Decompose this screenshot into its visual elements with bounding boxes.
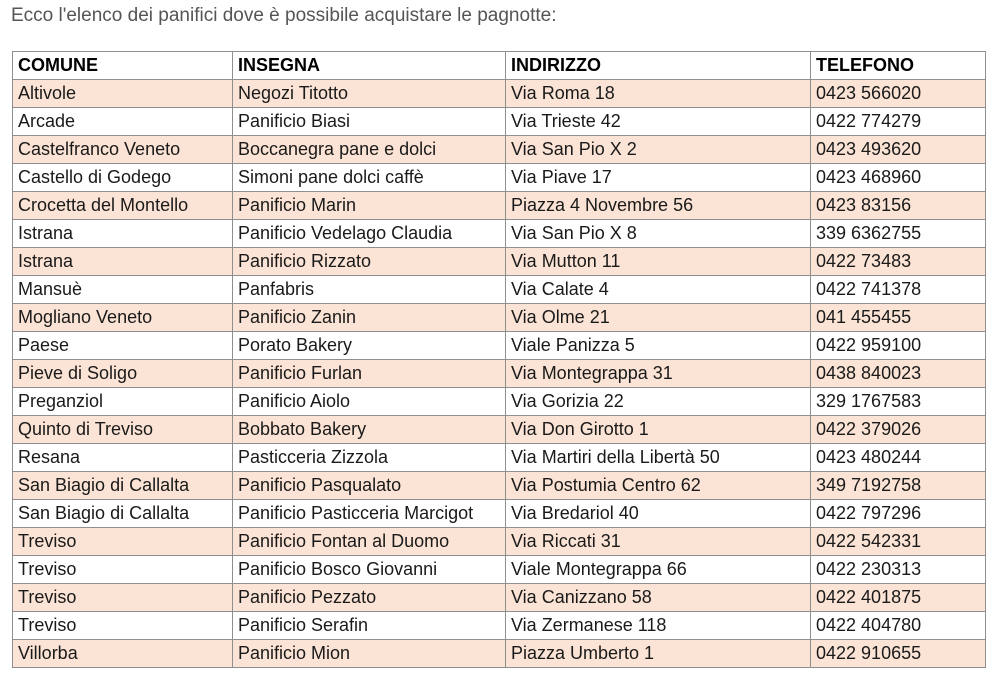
cell-insegna: Panificio Bosco Giovanni [233,556,506,584]
table-row [13,304,986,332]
cell-insegna: Panificio Pezzato [233,584,506,612]
cell-comune: Crocetta del Montello [13,192,233,220]
cell-insegna: Panificio Serafin [233,612,506,640]
cell-telefono: 0422 542331 [811,528,986,556]
table-row [13,528,986,556]
cell-telefono: 0423 468960 [811,164,986,192]
cell-telefono: 0423 83156 [811,192,986,220]
cell-insegna: Porato Bakery [233,332,506,360]
table-row [13,164,986,192]
table-row [13,556,986,584]
cell-insegna: Panificio Biasi [233,108,506,136]
table-row [13,388,986,416]
header-comune: COMUNE [13,52,233,80]
cell-comune: Mogliano Veneto [13,304,233,332]
cell-indirizzo: Via Bredariol 40 [506,500,811,528]
cell-comune: Treviso [13,612,233,640]
table-row [13,276,986,304]
cell-indirizzo: Via Don Girotto 1 [506,416,811,444]
cell-comune: Arcade [13,108,233,136]
cell-comune: Treviso [13,584,233,612]
cell-telefono: 0422 73483 [811,248,986,276]
cell-telefono: 0422 959100 [811,332,986,360]
cell-telefono: 329 1767583 [811,388,986,416]
table-row [13,220,986,248]
table-row [13,360,986,388]
cell-indirizzo: Via Postumia Centro 62 [506,472,811,500]
table-row [13,444,986,472]
cell-insegna: Pasticceria Zizzola [233,444,506,472]
cell-indirizzo: Via Gorizia 22 [506,388,811,416]
cell-indirizzo: Via Zermanese 118 [506,612,811,640]
cell-indirizzo: Viale Montegrappa 66 [506,556,811,584]
cell-comune: Castello di Godego [13,164,233,192]
cell-indirizzo: Via Montegrappa 31 [506,360,811,388]
cell-insegna: Panificio Zanin [233,304,506,332]
cell-telefono: 0422 910655 [811,640,986,668]
table-row [13,584,986,612]
table-header [13,52,986,80]
cell-comune: Preganziol [13,388,233,416]
cell-indirizzo: Viale Panizza 5 [506,332,811,360]
table-row [13,500,986,528]
cell-telefono: 0422 230313 [811,556,986,584]
cell-insegna: Panificio Mion [233,640,506,668]
cell-telefono: 0423 493620 [811,136,986,164]
table-row [13,612,986,640]
table-row [13,80,986,108]
cell-telefono: 0422 401875 [811,584,986,612]
cell-indirizzo: Via Piave 17 [506,164,811,192]
header-row [13,52,986,80]
cell-insegna: Panificio Pasqualato [233,472,506,500]
bakeries-table [12,51,986,668]
cell-telefono: 0422 741378 [811,276,986,304]
cell-telefono: 349 7192758 [811,472,986,500]
cell-indirizzo: Piazza 4 Novembre 56 [506,192,811,220]
cell-comune: Istrana [13,248,233,276]
cell-comune: Treviso [13,556,233,584]
cell-telefono: 0422 797296 [811,500,986,528]
cell-telefono: 0438 840023 [811,360,986,388]
cell-telefono: 041 455455 [811,304,986,332]
intro-paragraph: Ecco l'elenco dei panifici dove è possibile acquistare le pagnotte: [11,5,557,26]
cell-indirizzo: Via Calate 4 [506,276,811,304]
cell-indirizzo: Via Martiri della Libertà 50 [506,444,811,472]
cell-comune: Mansuè [13,276,233,304]
cell-indirizzo: Via Riccati 31 [506,528,811,556]
cell-comune: Resana [13,444,233,472]
cell-indirizzo: Via San Pio X 2 [506,136,811,164]
table-row [13,136,986,164]
cell-indirizzo: Via Trieste 42 [506,108,811,136]
cell-indirizzo: Via Olme 21 [506,304,811,332]
cell-comune: Istrana [13,220,233,248]
cell-insegna: Panificio Furlan [233,360,506,388]
cell-comune: San Biagio di Callalta [13,472,233,500]
table-row [13,416,986,444]
cell-comune: Quinto di Treviso [13,416,233,444]
cell-comune: Castelfranco Veneto [13,136,233,164]
cell-comune: Pieve di Soligo [13,360,233,388]
cell-telefono: 0422 404780 [811,612,986,640]
cell-insegna: Panificio Vedelago Claudia [233,220,506,248]
cell-insegna: Panificio Fontan al Duomo [233,528,506,556]
cell-telefono: 0422 774279 [811,108,986,136]
cell-indirizzo: Via Mutton 11 [506,248,811,276]
cell-insegna: Negozi Titotto [233,80,506,108]
cell-insegna: Boccanegra pane e dolci [233,136,506,164]
cell-telefono: 339 6362755 [811,220,986,248]
cell-comune: Villorba [13,640,233,668]
cell-telefono: 0422 379026 [811,416,986,444]
cell-insegna: Panificio Marin [233,192,506,220]
cell-telefono: 0423 480244 [811,444,986,472]
cell-telefono: 0423 566020 [811,80,986,108]
table-row [13,192,986,220]
table-row [13,332,986,360]
table-row [13,472,986,500]
cell-indirizzo: Piazza Umberto 1 [506,640,811,668]
cell-insegna: Panificio Aiolo [233,388,506,416]
table-row [13,108,986,136]
table-row [13,248,986,276]
cell-insegna: Simoni pane dolci caffè [233,164,506,192]
cell-comune: Altivole [13,80,233,108]
cell-indirizzo: Via Roma 18 [506,80,811,108]
cell-indirizzo: Via Canizzano 58 [506,584,811,612]
cell-indirizzo: Via San Pio X 8 [506,220,811,248]
cell-insegna: Bobbato Bakery [233,416,506,444]
cell-insegna: Panfabris [233,276,506,304]
cell-comune: San Biagio di Callalta [13,500,233,528]
cell-insegna: Panificio Rizzato [233,248,506,276]
cell-insegna: Panificio Pasticceria Marcigot [233,500,506,528]
header-insegna: INSEGNA [233,52,506,80]
table-row [13,640,986,668]
table-body [13,80,986,668]
header-telefono: TELEFONO [811,52,986,80]
cell-comune: Treviso [13,528,233,556]
cell-comune: Paese [13,332,233,360]
header-indirizzo: INDIRIZZO [506,52,811,80]
